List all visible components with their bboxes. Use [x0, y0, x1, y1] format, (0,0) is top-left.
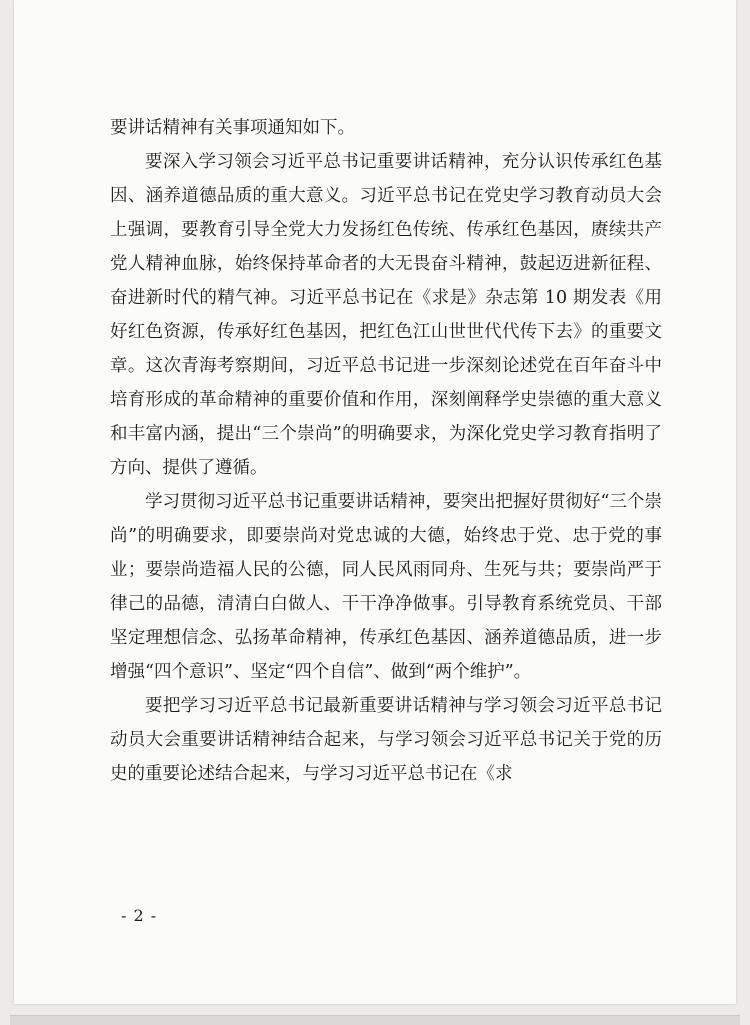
document-body: [110, 111, 662, 791]
paragraph-4: 要把学习习近平总书记最新重要讲话精神与学习领会习近平总书记动员大会重要讲话精神结合起来，与学习领会习近平总书记关于党的历史的重要论述结合起来，与学习习近平总书记在《求: [110, 696, 662, 784]
page-number: - 2 -: [121, 906, 158, 925]
document-page: [14, 0, 736, 1004]
paragraph-1: 要讲话精神有关事项通知如下。: [110, 118, 355, 138]
paragraph-3: 学习贯彻习近平总书记重要讲话精神，要突出把握好贯彻好“三个崇尚”的明确要求，即要崇尚对党忠诚的大德，始终忠于党、忠于党的事业；要崇尚造福人民的公德，同人民风雨同舟、生死与共；要崇尚严于律己的品德，清清白白做人、干干净净做事。引导教育系统党员、干部坚定理想信念、弘扬革命精神，传承红色基因、涵养道德品质，进一步增强“四个意识”、坚定“四个自信”、做到“两个维护”。: [110, 492, 662, 682]
paragraph-2: 要深入学习领会习近平总书记重要讲话精神，充分认识传承红色基因、涵养道德品质的重大意义。习近平总书记在党史学习教育动员大会上强调，要教育引导全党大力发扬红色传统、传承红色基因，赓续共产党人精神血脉，始终保持革命者的大无畏奋斗精神，鼓起迈进新征程、奋进新时代的精气神。习近平总书记在《求是》杂志第 10 期发表《用好红色资源，传承好红色基因，把红色江山世世代代传下去》的重要文章。这次青海考察期间，习近平总书记进一步深刻论述党在百年奋斗中培育形成的革命精神的重要价值和作用，深刻阐释学史崇德的重大意义和丰富内涵，提出“三个崇尚”的明确要求，为深化党史学习教育指明了方向、提供了遵循。: [110, 152, 662, 478]
